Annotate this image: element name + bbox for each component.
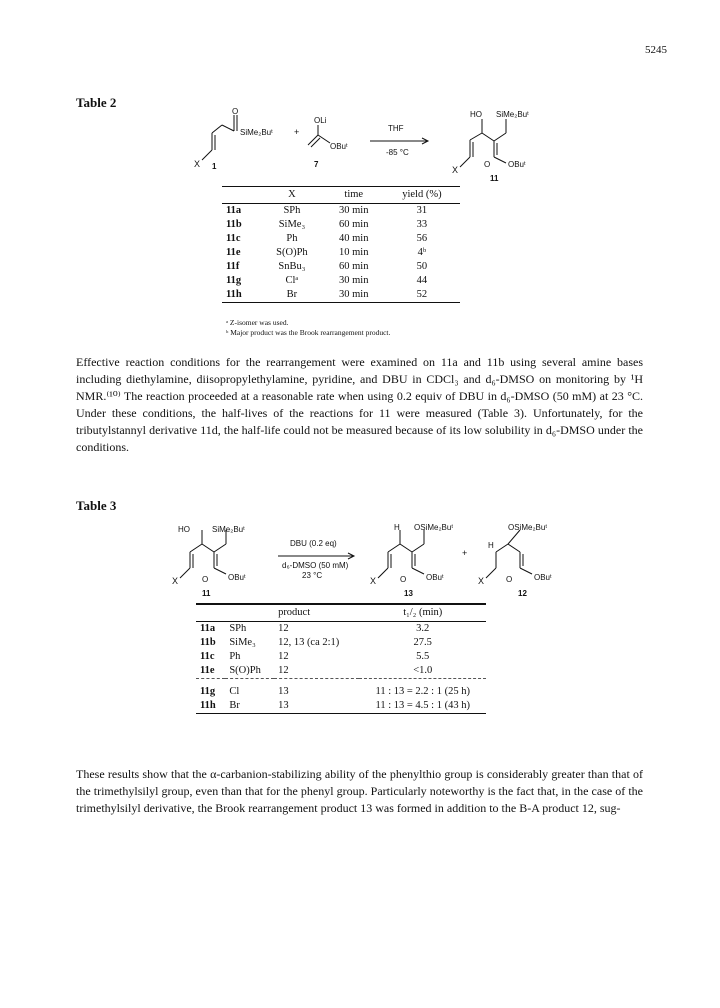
footnote-a: ᵃ Z-isomer was used. [226, 318, 289, 327]
product-cell: 12 [278, 665, 289, 676]
compound-cell: 11f [226, 261, 240, 272]
half-life-cell: 3.2 [416, 623, 430, 634]
table3-header-cell: t₁/₂ (min) [359, 605, 486, 622]
table3-header-cell [225, 605, 274, 622]
p13-h: H [394, 523, 400, 532]
yield-cell: 56 [416, 233, 428, 244]
start11-ho: HO [178, 525, 190, 534]
p12-label: 12 [518, 589, 527, 598]
footnote-b: ᵇ Major product was the Brook rearrangement product. [226, 328, 391, 337]
product-cell: 13 [274, 699, 359, 714]
table3-scheme-svg [168, 520, 568, 600]
condition-dbu: DBU (0.2 eq) [290, 539, 337, 548]
reagent7-obu: OBuᵗ [330, 142, 348, 151]
table3-data [196, 603, 486, 714]
start11-label: 11 [202, 589, 211, 598]
p12-si: OSiMe₂Buᵗ [508, 523, 548, 532]
yield-cell: 4ᵇ [417, 247, 427, 258]
table2-footnotes [226, 318, 390, 338]
p13-label: 13 [404, 589, 413, 598]
table-row [222, 288, 460, 303]
compound-cell: 11c [226, 233, 241, 244]
x-cell: Cl [229, 686, 240, 697]
condition-temp: -85 °C [386, 148, 409, 157]
condition-temperature: 23 °C [302, 571, 323, 580]
product-cell: 13 [278, 686, 289, 697]
table-row [196, 664, 486, 679]
x-cell: SPh [229, 623, 247, 634]
time-cell: 10 min [339, 247, 369, 258]
time-cell: 30 min [339, 275, 369, 286]
table3-header-row [196, 605, 486, 622]
condition-thf: THF [388, 124, 404, 133]
table-row [196, 636, 486, 650]
x-cell: SnBu₃ [278, 261, 306, 272]
start11-obu: OBuᵗ [228, 573, 246, 582]
compound-cell: 11e [226, 247, 241, 258]
p13-o: O [400, 575, 407, 584]
p13-obu: OBuᵗ [426, 573, 444, 582]
body-paragraph-2: These results show that the α-carbanion-stabilizing ability of the phenylthio group is considerably greater than that of the trimethylsilyl group, even than that for the phenyl group. Particularly noteworthy is the fact that, in the case of the trimethylsilyl derivative, the Brook rearrangement product 13 was formed in addition to the B-A product 12, sug- [76, 767, 643, 815]
product11-si: SiMe₂Buᵗ [496, 110, 529, 119]
half-life-cell: 27.5 [413, 637, 432, 648]
x-cell: Ph [229, 651, 241, 662]
yield-cell: 33 [416, 219, 428, 230]
product-cell: 12 [278, 651, 289, 662]
start11-o: O [202, 575, 209, 584]
reagent1-label: 1 [212, 162, 217, 171]
x-cell: Br [225, 699, 274, 714]
yield-cell: 50 [416, 261, 428, 272]
table-row [196, 699, 486, 714]
compound-cell: 11b [226, 219, 242, 230]
time-cell: 30 min [339, 205, 369, 216]
table2-header-cell [222, 187, 260, 204]
product-cell: 12 [278, 623, 289, 634]
table-row [196, 685, 486, 699]
reagent7-oli: OLi [314, 116, 327, 125]
reagent1-o: O [232, 107, 239, 116]
half-life-cell: <1.0 [413, 665, 433, 676]
product11-label: 11 [490, 174, 499, 183]
compound-cell: 11a [200, 623, 216, 634]
half-life-cell: 5.5 [416, 651, 430, 662]
table-row [222, 232, 460, 246]
table3-header-cell [196, 605, 225, 622]
table2-reaction-scheme [190, 105, 550, 185]
table2-header-row [222, 187, 460, 204]
time-cell: 60 min [339, 219, 369, 230]
x-cell: SPh [283, 205, 301, 216]
start11-si: SiMe₂Buᵗ [212, 525, 245, 534]
plus-sign: + [294, 127, 300, 137]
compound-cell: 11h [222, 288, 260, 303]
x-cell: Clᵃ [285, 275, 299, 286]
start11-x: X [172, 576, 179, 586]
table3-reaction-scheme [168, 520, 568, 600]
x-cell: Br [260, 288, 323, 303]
x-cell: S(O)Ph [229, 665, 261, 676]
p12-x: X [478, 576, 485, 586]
x-cell: SiMe₃ [229, 637, 256, 648]
yield-cell: 52 [384, 288, 460, 303]
time-cell: 30 min [324, 288, 384, 303]
x-cell: Ph [286, 233, 298, 244]
p13-si: OSiMe₂Buᵗ [414, 523, 454, 532]
time-cell: 60 min [339, 261, 369, 272]
compound-cell: 11h [196, 699, 225, 714]
page-number: 5245 [645, 44, 667, 56]
x-cell: S(O)Ph [276, 247, 308, 258]
plus-sign-t3: + [462, 548, 468, 558]
table2-scheme-svg [190, 105, 550, 185]
condition-solvent: d₆-DMSO (50 mM) [282, 561, 349, 570]
yield-cell: 44 [416, 275, 428, 286]
product11-ho: HO [470, 110, 482, 119]
time-cell: 40 min [339, 233, 369, 244]
product-cell: 12, 13 (ca 2:1) [278, 637, 340, 648]
table2-heading: Table 2 [76, 95, 117, 110]
x-cell: SiMe₃ [278, 219, 306, 230]
product11-obu: OBuᵗ [508, 160, 526, 169]
table-row [196, 650, 486, 664]
table2-header-cell: time [324, 187, 384, 204]
compound-cell: 11g [226, 275, 242, 286]
table3-header-cell: product [274, 605, 359, 622]
table3-heading: Table 3 [76, 498, 117, 513]
compound-cell: 11c [200, 651, 215, 662]
table-row [222, 218, 460, 232]
product11-x: X [452, 165, 459, 175]
p12-h: H [488, 541, 494, 550]
body-paragraph-1: Effective reaction conditions for the rearrangement were examined on 11a and 11b using several amine bases including diethylamine, diisopropylethylamine, pyridine, and DBU in CDCl₃ and d₆-DMSO on monitoring by ¹H NMR.⁽¹⁰⁾ The reaction proceeded at a reasonable rate when using 0.2 equiv of DBU in d₆-DMSO (50 mM) at 23 °C. Under these conditions, the half-lives of the reactions for 11 were measured (Table 3). Unfortunately, for the tributylstannyl derivative 11d, the half-life could not be measured because of its low solubility in d₆-DMSO under the conditions. [76, 355, 643, 454]
table2-header-cell: X [260, 187, 323, 204]
ratio-cell: 11 : 13 = 2.2 : 1 (25 h) [375, 686, 470, 697]
p12-o: O [506, 575, 513, 584]
table-row [222, 260, 460, 274]
compound-cell: 11a [226, 205, 242, 216]
table-row [222, 204, 460, 219]
product11-o: O [484, 160, 491, 169]
compound-cell: 11b [200, 637, 216, 648]
table-row [222, 246, 460, 260]
p13-x: X [370, 576, 377, 586]
table2-data [222, 186, 460, 303]
table2-header-cell: yield (%) [384, 187, 460, 204]
yield-cell: 31 [416, 205, 428, 216]
compound-cell: 11g [200, 686, 216, 697]
reagent1-group: SiMe₂Buᵗ [240, 128, 273, 137]
reagent7-label: 7 [314, 160, 319, 169]
table-row [222, 274, 460, 288]
ratio-cell: 11 : 13 = 4.5 : 1 (43 h) [359, 699, 486, 714]
reagent1-x: X [194, 159, 201, 169]
table-row [196, 622, 486, 637]
compound-cell: 11e [200, 665, 215, 676]
p12-obu: OBuᵗ [534, 573, 552, 582]
